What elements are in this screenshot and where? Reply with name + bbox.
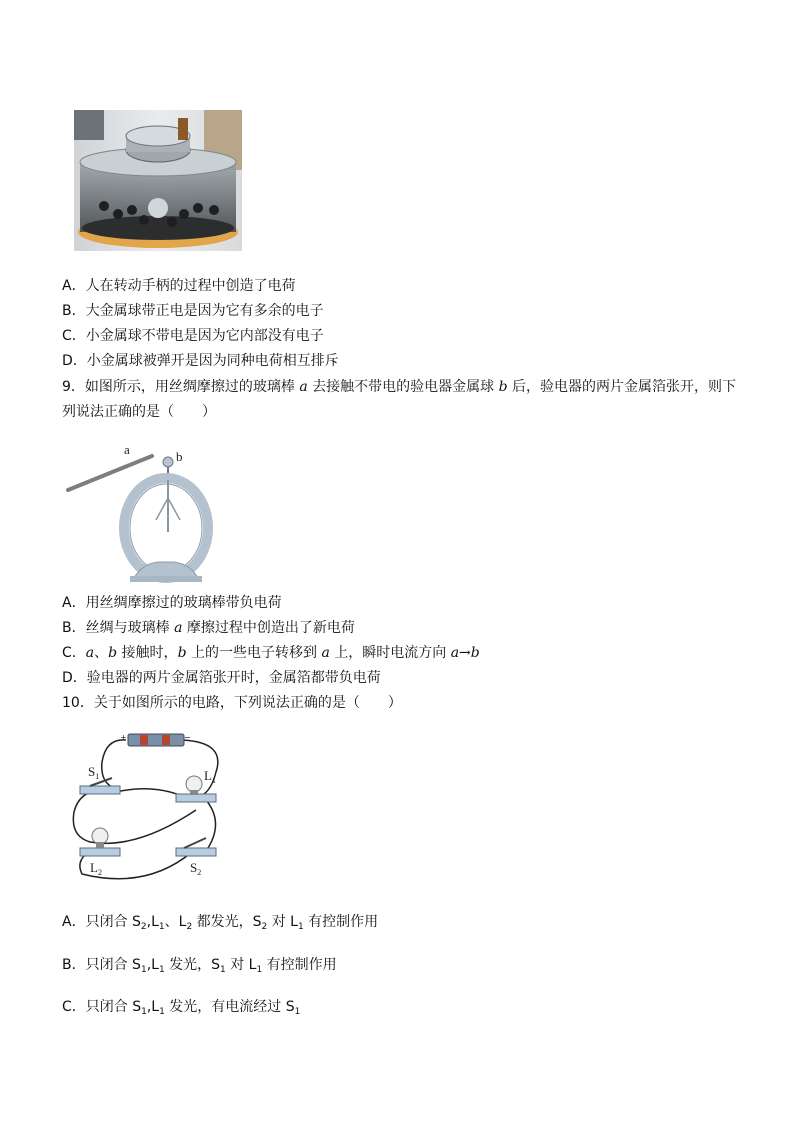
q9-option-c-var: b: [108, 645, 118, 661]
q9-option-c: [62, 644, 480, 662]
q10-option-b-text: 发光，S: [164, 957, 221, 973]
q10-option-a-text: A．只闭合 S: [62, 914, 141, 930]
q9-stem-line1: [62, 378, 736, 396]
q10-option-b-text: 有控制作用: [262, 957, 337, 973]
q9-option-c-text: 上，瞬时电流方向: [329, 645, 451, 661]
q9-option-c-var: a: [85, 645, 95, 661]
q9-option-c-direction: a→b: [450, 645, 480, 661]
q10-option-b-text: 对 L: [225, 957, 257, 973]
subscript: 1: [140, 965, 147, 975]
q10-option-a-text: 都发光，S: [192, 914, 262, 930]
subscript: 1: [158, 922, 165, 932]
label-s1: $S_1$: [88, 764, 100, 781]
subscript: 1: [220, 965, 226, 975]
q9-option-c-text: C．: [62, 645, 86, 661]
q10-option-c: [62, 998, 300, 1016]
circuit-figure: [66, 732, 236, 882]
q9-option-d: D．验电器的两片金属箔张开时，金属箔都带负电荷: [62, 670, 381, 686]
q10-option-a-text: 、L: [164, 914, 187, 930]
q9-option-a: A．用丝绸摩擦过的玻璃棒带负电荷: [62, 595, 282, 611]
subscript: 1: [158, 965, 165, 975]
q9-stem-line2: 列说法正确的是（ ）: [62, 404, 216, 420]
q10-option-a-text: ,L: [146, 914, 159, 930]
q10-option-b-text: ,L: [146, 957, 159, 973]
subscript: 1: [141, 1007, 147, 1017]
q9-option-c-var: a: [321, 645, 330, 661]
q9-option-b: [62, 619, 355, 637]
q9-option-c-var: b: [177, 645, 187, 661]
q10-option-c-text: ,L: [146, 999, 160, 1015]
q9-var-b: b: [498, 379, 508, 395]
q8-option-b: B．大金属球带正电是因为它有多余的电子: [62, 303, 324, 319]
q9-option-b-var: a: [174, 620, 183, 636]
label-l1: $L_1$: [204, 768, 216, 785]
q10-stem: 10．关于如图所示的电路，下列说法正确的是（ ）: [62, 695, 402, 711]
q10-option-b: [62, 956, 337, 974]
q10-option-c-text: C．只闭合 S: [62, 999, 142, 1015]
q8-option-c: C．小金属球不带电是因为它内部没有电子: [62, 328, 324, 344]
label-b: b: [176, 449, 183, 464]
battery-plus: +: [120, 733, 127, 742]
subscript: 1: [159, 1007, 165, 1017]
subscript: 2: [186, 922, 193, 932]
battery-minus: −: [184, 733, 191, 742]
q9-stem-text: 后，验电器的两片金属箔张开，则下: [507, 379, 737, 395]
q10-option-a-text: 有控制作用: [303, 914, 379, 930]
label-s2: $S_2$: [190, 860, 202, 877]
q9-option-c-text: 、: [94, 645, 109, 661]
q9-var-a: a: [299, 379, 308, 395]
electrostatic-machine-photo: [74, 110, 242, 251]
q9-stem-text: 9．如图所示，用丝绸摩擦过的玻璃棒: [62, 379, 300, 395]
subscript: 1: [297, 922, 304, 932]
q9-stem-text: 去接触不带电的验电器金属球: [307, 379, 499, 395]
q10-option-b-text: B．只闭合 S: [62, 957, 141, 973]
subscript: 2: [140, 922, 147, 932]
q8-option-a: A．人在转动手柄的过程中创造了电荷: [62, 278, 296, 294]
q9-option-b-text: 摩擦过程中创造出了新电荷: [182, 620, 355, 636]
q9-option-c-text: 上的一些电子转移到: [186, 645, 322, 661]
label-l2: $L_2$: [90, 860, 102, 877]
q10-option-c-text: 发光，有电流经过 S: [164, 999, 295, 1015]
subscript: 2: [261, 922, 268, 932]
q9-option-c-text: 接触时，: [117, 645, 178, 661]
q8-option-d: D．小金属球被弹开是因为同种电荷相互排斥: [62, 353, 339, 369]
q10-option-a: [62, 913, 378, 931]
q10-option-a-text: 对 L: [267, 914, 298, 930]
subscript: 1: [294, 1007, 301, 1017]
subscript: 1: [256, 965, 263, 975]
electroscope-figure: [64, 440, 224, 588]
q9-option-b-text: B．丝绸与玻璃棒: [62, 620, 175, 636]
label-a: a: [124, 442, 130, 457]
